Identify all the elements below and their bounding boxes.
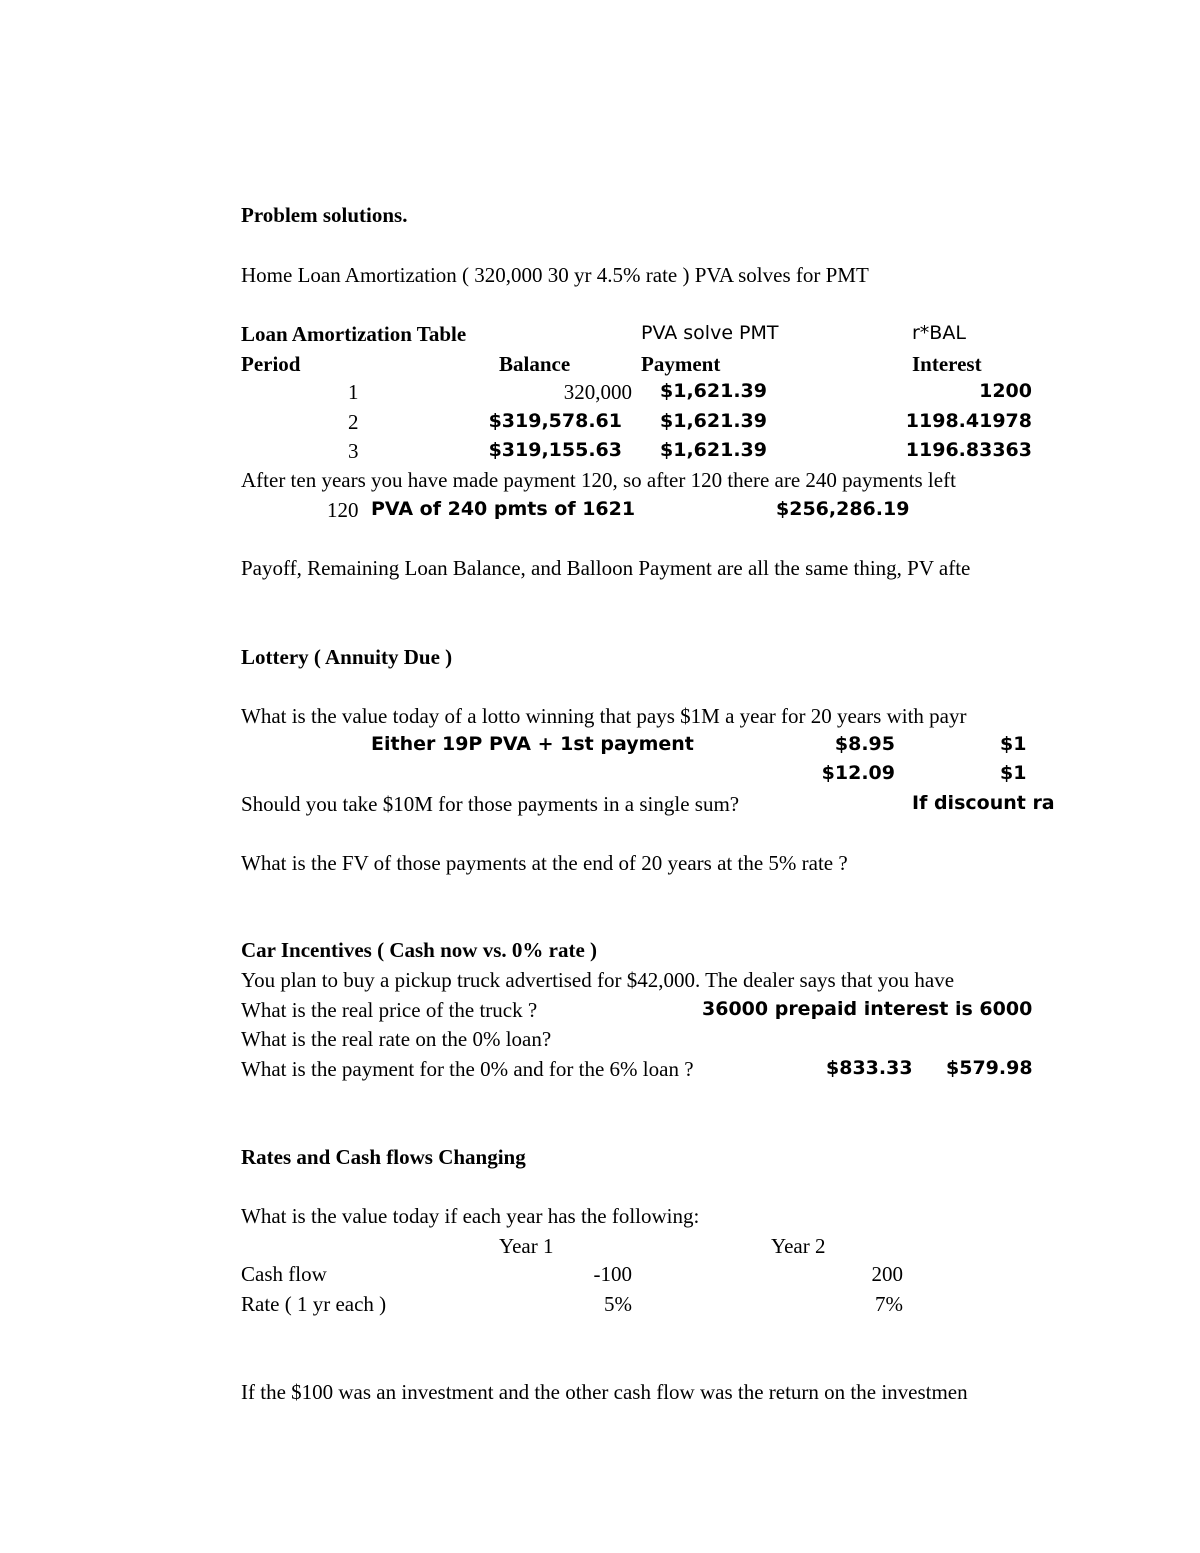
car-title: Car Incentives ( Cash now vs. 0% rate ): [241, 938, 598, 962]
lottery-single-sum-question: Should you take $10M for those payments in a single sum?: [241, 792, 740, 816]
loan-row-1-payment: $1,621.39: [660, 380, 767, 402]
loan-row-3-interest: 1196.83363: [905, 439, 1032, 461]
rates-rate-year-1: 5%: [604, 1292, 632, 1316]
loan-pva-row-period: 120: [327, 498, 359, 522]
loan-header-period: Period: [241, 352, 301, 376]
car-real-price-question: What is the real price of the truck ?: [241, 998, 538, 1022]
rates-rate-label: Rate ( 1 yr each ): [241, 1292, 387, 1316]
lottery-either-label: Either 19P PVA + 1st payment: [371, 733, 694, 755]
loan-row-2-period: 2: [348, 410, 359, 434]
car-payment-question: What is the payment for the 0% and for the 6% loan ?: [241, 1057, 694, 1081]
rates-rate-year-2: 7%: [875, 1292, 903, 1316]
lottery-fv-question: What is the FV of those payments at the end of 20 years at the 5% rate ?: [241, 851, 848, 875]
car-intro: You plan to buy a pickup truck advertised for $42,000. The dealer says that you have: [241, 968, 955, 992]
rates-year-2: Year 2: [771, 1234, 826, 1258]
loan-row-1-interest: 1200: [979, 380, 1032, 402]
loan-intro: Home Loan Amortization ( 320,000 30 yr 4.5% rate ) PVA solves for PMT: [241, 263, 869, 287]
rates-cashflow-year-1: -100: [593, 1262, 632, 1286]
car-payment-0-percent: $833.33: [826, 1057, 913, 1079]
loan-row-1-period: 1: [348, 380, 359, 404]
loan-rbal-label: r*BAL: [912, 322, 966, 344]
lottery-title: Lottery ( Annuity Due ): [241, 645, 453, 669]
loan-row-3-balance: $319,155.63: [488, 439, 622, 461]
page-heading: Problem solutions.: [241, 203, 408, 227]
lottery-discount-note: If discount ra: [912, 792, 1055, 814]
rates-year-1: Year 1: [499, 1234, 554, 1258]
lottery-either-extra: $1: [1000, 733, 1027, 755]
car-real-price-answer: 36000 prepaid interest is 6000: [702, 998, 1033, 1020]
rates-investment-note: If the $100 was an investment and the other cash flow was the return on the investmen: [241, 1380, 968, 1404]
rates-cashflow-year-2: 200: [871, 1262, 903, 1286]
loan-row-2-balance: $319,578.61: [488, 410, 622, 432]
loan-header-balance: Balance: [499, 352, 571, 376]
loan-row-1-balance: 320,000: [563, 380, 632, 404]
lottery-either-value: $8.95: [834, 733, 895, 755]
loan-row-3-payment: $1,621.39: [660, 439, 767, 461]
loan-table-title: Loan Amortization Table: [241, 322, 467, 346]
loan-header-interest: Interest: [912, 352, 982, 376]
lottery-question: What is the value today of a lotto winning that pays $1M a year for 20 years with payr: [241, 704, 967, 728]
car-payment-6-percent: $579.98: [946, 1057, 1033, 1079]
rates-question: What is the value today if each year has the following:: [241, 1204, 700, 1228]
rates-cashflow-label: Cash flow: [241, 1262, 327, 1286]
loan-header-payment: Payment: [641, 352, 721, 376]
car-real-rate-question: What is the real rate on the 0% loan?: [241, 1027, 552, 1051]
loan-row-2-payment: $1,621.39: [660, 410, 767, 432]
lottery-second-value: $12.09: [821, 762, 895, 784]
loan-after-note: After ten years you have made payment 120, so after 120 there are 240 payments left: [241, 468, 956, 492]
rates-title: Rates and Cash flows Changing: [241, 1145, 526, 1169]
loan-row-3-period: 3: [348, 439, 359, 463]
loan-payoff-note: Payoff, Remaining Loan Balance, and Balloon Payment are all the same thing, PV afte: [241, 556, 971, 580]
loan-row-2-interest: 1198.41978: [905, 410, 1032, 432]
loan-pva-row-value: $256,286.19: [776, 498, 910, 520]
lottery-second-extra: $1: [1000, 762, 1027, 784]
loan-pva-row-label: PVA of 240 pmts of 1621: [371, 498, 636, 520]
loan-pva-label: PVA solve PMT: [641, 322, 779, 344]
